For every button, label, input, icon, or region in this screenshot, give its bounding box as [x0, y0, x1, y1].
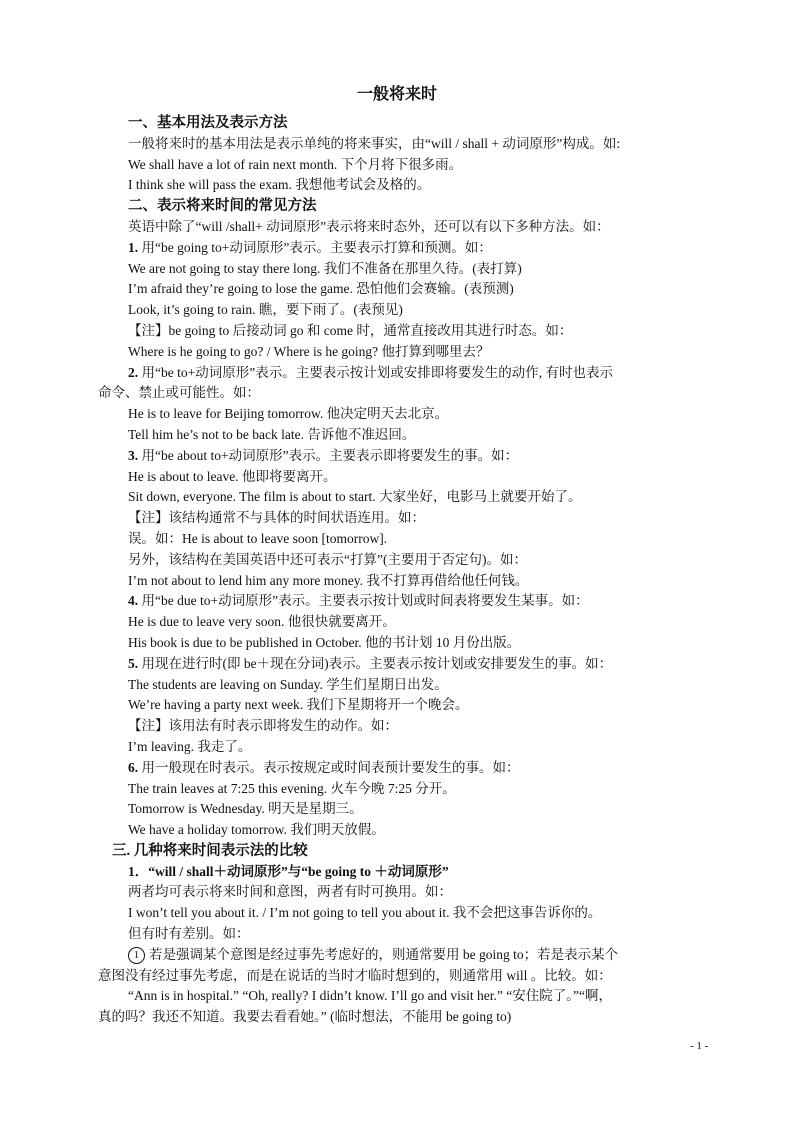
line-text: Sit down, everyone. The film is about to start. 大家坐好，电影马上就要开始了。 [128, 489, 582, 505]
line-text: 用现在进行时(即 be＋现在分词)表示。主要表示按计划或安排要发生的事。如： [138, 655, 613, 671]
line-text: I won’t tell you about it. / I’m not going to tell you about it. 我不会把这事告诉你的。 [128, 905, 602, 921]
text-line [0, 279, 710, 300]
line-text: His book is due to be published in October. 他的书计划 10 月份出版。 [128, 634, 521, 650]
line-text: 误。如：He is about to leave soon [tomorrow]. [128, 530, 388, 546]
text-line [0, 404, 710, 425]
line-text: Tell him he’s not to be back late. 告诉他不准迟回。 [128, 426, 416, 442]
text-line [0, 945, 710, 966]
text-line [0, 716, 710, 737]
line-text: I think she will pass the exam. 我想他考试会及格的。 [128, 177, 431, 193]
line-text: I’m not about to lend him any more money. 我不打算再借给他任何钱。 [128, 572, 529, 588]
text-line [0, 675, 710, 696]
page-title: 一般将来时 [356, 84, 437, 103]
text-line [0, 238, 710, 259]
text-line [0, 986, 710, 1007]
line-text: 真的吗？我还不知道。我要去看看她。” (临时想法，不能用 be going to) [98, 1009, 512, 1025]
line-text: 但有时有差别。如： [128, 926, 250, 942]
text-line [0, 550, 710, 571]
text-line [0, 591, 710, 612]
line-text: The students are leaving on Sunday. 学生们星期日出发。 [128, 676, 448, 692]
text-line [0, 321, 710, 342]
line-text: 三. 几种将来时间表示法的比较 [112, 842, 308, 859]
text-line [0, 862, 710, 883]
text-line [0, 654, 710, 675]
text-line [0, 134, 710, 155]
text-line [0, 196, 710, 217]
line-text: Where is he going to go? / Where is he going? 他打算到哪里去？ [128, 343, 490, 359]
item-number: 5. [128, 655, 139, 671]
line-text: 二、表示将来时间的常见方法 [128, 198, 317, 215]
line-text: We’re having a party next week. 我们下星期将开一个晚会。 [128, 697, 469, 713]
item-number: 6. [128, 759, 139, 775]
line-text: We have a holiday tomorrow. 我们明天放假。 [128, 822, 385, 838]
item-number: 3. [128, 447, 139, 463]
line-text: 命令、禁止或可能性。如： [98, 385, 260, 401]
text-line [0, 383, 710, 404]
text-line [0, 342, 710, 363]
text-line [0, 175, 710, 196]
text-line [0, 363, 710, 384]
line-text: 1．“will / shall＋动词原形”与“be going to ＋动词原形” [128, 863, 449, 879]
line-text: 若是强调某个意图是经过事先考虑好的，则通常要用 be going to；若是表示某个 [149, 946, 619, 962]
item-number: 2. [128, 364, 139, 380]
text-line [0, 903, 710, 924]
text-line [0, 571, 710, 592]
text-line [0, 508, 710, 529]
text-line [0, 300, 710, 321]
text-line [0, 259, 710, 280]
text-line [0, 425, 710, 446]
line-text: 两者均可表示将来时间和意图，两者有时可换用。如： [128, 884, 452, 900]
line-text: He is about to leave. 他即将要离开。 [128, 468, 337, 484]
line-text: 【注】该结构通常不与具体的时间状语连用。如： [128, 510, 425, 526]
text-line [0, 529, 710, 550]
circled-number: 1 [128, 947, 145, 964]
text-line [0, 882, 710, 903]
line-text: 用“be due to+动词原形”表示。主要表示按计划或时间表将要发生某事。如： [138, 593, 589, 609]
text-line [0, 966, 710, 987]
item-number: 1. [128, 239, 139, 255]
line-text: 用“be going to+动词原形”表示。主要表示打算和预测。如： [138, 239, 492, 255]
page-number: - 1 - [690, 1040, 709, 1052]
line-text: 另外，该结构在美国英语中还可表示“打算”(主要用于否定句)。如： [128, 551, 527, 567]
text-line [0, 799, 710, 820]
text-line [0, 113, 710, 134]
line-text: 【注】该用法有时表示即将发生的动作。如： [128, 718, 398, 734]
line-text: 【注】be going to 后接动词 go 和 come 时，通常直接改用其进行时态。如： [128, 322, 573, 338]
line-text: I’m leaving. 我走了。 [128, 738, 252, 754]
line-text: 用“be to+动词原形”表示。主要表示按计划或安排即将要发生的动作, 有时也表示 [138, 364, 613, 380]
text-line [0, 487, 710, 508]
text-line [0, 467, 710, 488]
text-line [0, 737, 710, 758]
text-line [0, 695, 710, 716]
text-line [0, 758, 710, 779]
line-text: “Ann is in hospital.” “Oh, really? I didn’t know. I’ll go and visit her.” “安住院了。”“啊， [128, 988, 613, 1004]
line-text: I’m afraid they’re going to lose the game. 恐怕他们会赛输。(表预测) [128, 281, 514, 297]
line-text: He is due to leave very soon. 他很快就要离开。 [128, 614, 396, 630]
line-text: Tomorrow is Wednesday. 明天是星期三。 [128, 801, 363, 817]
text-line [0, 155, 710, 176]
line-text: 用一般现在时表示。表示按规定或时间表预计要发生的事。如： [138, 759, 520, 775]
text-line [0, 1007, 710, 1028]
text-line [0, 924, 710, 945]
line-text: 意图没有经过事先考虑，而是在说话的当时才临时想到的，则通常用 will 。比较。如： [98, 967, 612, 983]
text-line [0, 841, 694, 862]
line-text: 一般将来时的基本用法是表示单纯的将来事实，由“will / shall + 动词原形”构成。如: [128, 135, 621, 151]
line-text: He is to leave for Beijing tomorrow. 他决定明天去北京。 [128, 406, 449, 422]
line-text: 用“be about to+动词原形”表示。主要表示即将要发生的事。如： [138, 447, 519, 463]
text-line [0, 612, 710, 633]
text-line [0, 633, 710, 654]
line-text: We shall have a lot of rain next month. 下个月将下很多雨。 [128, 156, 463, 172]
line-text: We are not going to stay there long. 我们不准备在那里久待。(表打算) [128, 260, 522, 276]
text-line [0, 446, 710, 467]
text-line [0, 217, 710, 238]
text-line [0, 779, 710, 800]
line-text: The train leaves at 7:25 this evening. 火车今晚 7:25 分开。 [128, 780, 456, 796]
item-number: 4. [128, 593, 139, 609]
line-text: Look, it’s going to rain. 瞧，要下雨了。(表预见) [128, 302, 403, 318]
line-text: 一、基本用法及表示方法 [128, 115, 288, 131]
line-text: 英语中除了“will /shall+ 动词原形”表示将来时态外，还可以有以下多种方法。如： [128, 218, 610, 234]
text-line [0, 820, 710, 841]
document-body [0, 113, 794, 1028]
